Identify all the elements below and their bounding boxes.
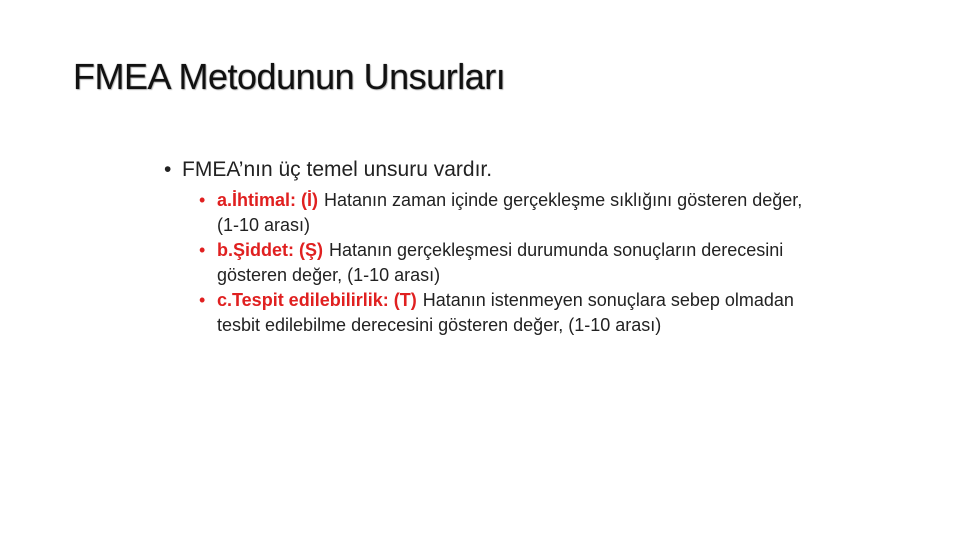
term-detectability: c.Tespit edilebilirlik: (T): [217, 290, 417, 310]
bullet-icon: •: [164, 158, 172, 181]
description-severity: Hatanın gerçekleşmesi durumunda sonuçların derecesini gösteren değer, (1-10 arası): [217, 240, 784, 285]
term-severity: b.Şiddet: (Ş): [217, 240, 323, 260]
slide-body: [164, 154, 844, 338]
list-item-probability: [199, 188, 827, 238]
bullet-icon: •: [199, 290, 206, 310]
list-item-detectability: [199, 288, 827, 338]
element-list: [199, 188, 844, 338]
bullet-icon: •: [199, 190, 206, 210]
slide-title: FMEA Metodunun Unsurları: [73, 56, 506, 97]
intro-bullet: [164, 154, 844, 186]
term-probability: a.İhtimal: (İ): [217, 190, 319, 210]
description-probability: Hatanın zaman içinde gerçekleşme sıklığını gösteren değer, (1-10 arası): [217, 190, 803, 235]
intro-text: FMEA’nın üç temel unsuru vardır.: [182, 158, 493, 181]
description-detectability: Hatanın istenmeyen sonuçlara sebep olmadan tesbit edilebilme derecesini gösteren değer, (1-10 arası): [217, 290, 794, 335]
list-item-severity: [199, 238, 827, 288]
bullet-icon: •: [199, 240, 206, 260]
